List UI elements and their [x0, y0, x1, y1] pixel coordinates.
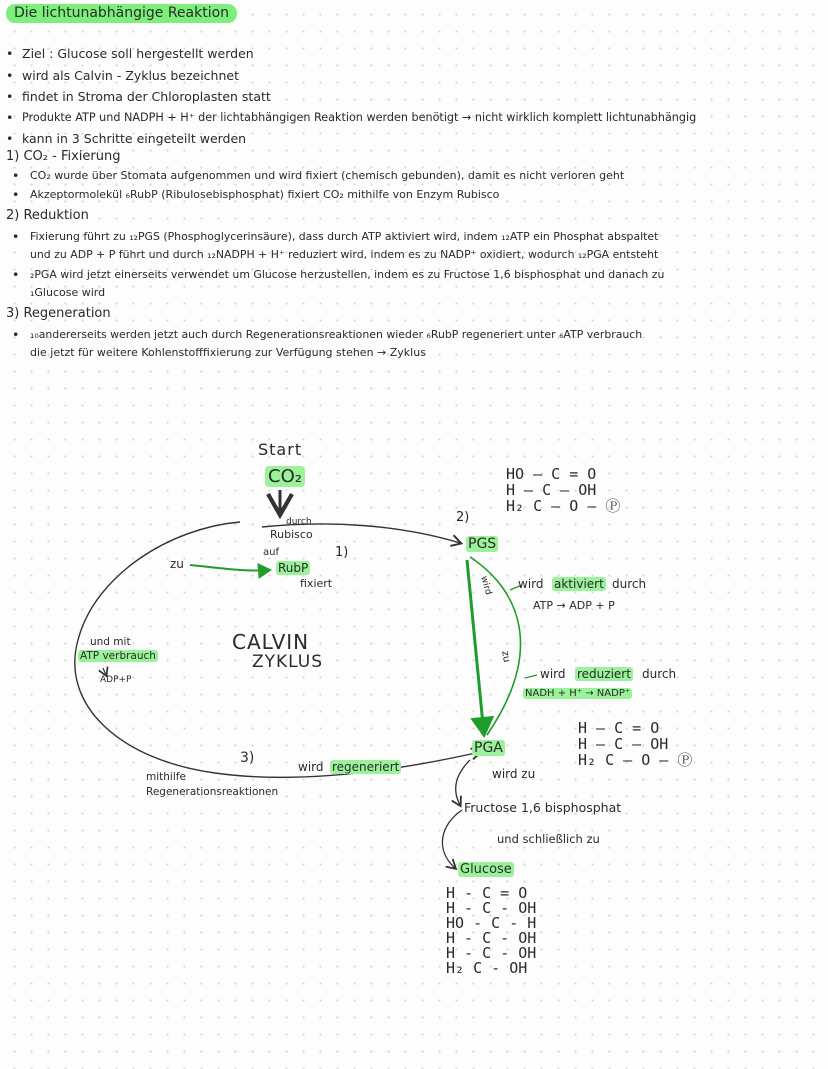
bullet-calvin: wird als Calvin - Zyklus bezeichnet [22, 68, 239, 83]
und-mit-label: und mit [90, 636, 131, 648]
adp-p-label: ADP+P [100, 675, 132, 685]
pga-fructose-arrow [456, 760, 470, 805]
glucose-structure-line: H - C - OH [446, 929, 537, 947]
step1-line-1: CO₂ wurde über Stomata aufgenommen und wird fixiert (chemisch gebunden), damit es nicht verloren geht [30, 169, 625, 182]
regeneriert-wird: wird [298, 760, 324, 774]
glucose-structure-line: H - C - OH [446, 899, 537, 917]
step3-heading: 3) Regeneration [6, 306, 111, 321]
und-schliesslich-label: und schließlich zu [497, 832, 600, 846]
nadph-label: NADH + H⁺ → NADP⁺ [525, 688, 631, 699]
glucose-structure-line: H₂ C - OH [446, 959, 528, 977]
bullet-dot: • [6, 89, 14, 104]
regeneriert-label: regeneriert [332, 760, 400, 774]
vertical-wird-label: wird [478, 575, 493, 597]
bullet-dot: • [12, 267, 20, 282]
glucose-structure-line: HO - C - H [446, 914, 537, 932]
rubp-arrow [190, 565, 270, 571]
glucose-structure-line: H - C - OH [446, 944, 537, 962]
glucose-label: Glucose [460, 862, 512, 877]
auf-label: auf [263, 547, 279, 558]
pgs-structure-line: H — C — OH [506, 481, 597, 499]
bullet-dot: • [12, 229, 20, 244]
pgs-structure-line: HO — C = O [506, 465, 597, 483]
step3-line-2: die jetzt für weitere Kohlenstofffixierung zur Verfügung stehen → Zyklus [30, 346, 426, 359]
step3-number: 3) [240, 750, 255, 766]
aktiviert-durch: durch [612, 577, 647, 591]
reduziert-label: reduziert [577, 667, 631, 681]
step2-number: 2) [456, 510, 470, 525]
reduziert-wird: wird [540, 667, 566, 681]
reduziert-pointer [525, 675, 537, 678]
pga-structure-line: H — C — OH [578, 735, 669, 753]
pga-label: PGA [474, 740, 503, 756]
step3-line-1: ₁₀andererseits werden jetzt auch durch Regenerationsreaktionen wieder ₆RubP regeneriert unter ₆ATP verbrauch [30, 328, 643, 341]
step2-line-2: und zu ADP + P führt und durch ₁₂NADPH + H⁺ reduziert wird, indem es zu NADP⁺ oxidiert, wodurch ₁₂PGA entsteht [30, 248, 659, 261]
pgs-pga-curve [470, 557, 520, 735]
vertical-zu-label: zu [499, 650, 513, 664]
bullet-products: Produkte ATP und NADPH + H⁺ der lichtabhängigen Reaktion werden benötigt → nicht wirklich komplett lichtunabhängig [22, 111, 697, 124]
aktiviert-label: aktiviert [554, 577, 604, 591]
step1-number: 1) [335, 545, 349, 560]
zyklus-label: ZYKLUS [252, 652, 324, 672]
calvin-label: CALVIN [232, 630, 310, 654]
pgs-label: PGS [468, 536, 497, 552]
step2-line-1: Fixierung führt zu ₁₂PGS (Phosphoglycerinsäure), dass durch ATP aktiviert wird, indem ₁₂ATP ein Phosphat abspaltet [30, 230, 659, 243]
mithilfe-label: mithilfe [146, 771, 186, 783]
step2-line-4: ₁Glucose wird [30, 286, 106, 299]
bullet-dot: • [12, 168, 20, 183]
wird-zu-label: wird zu [492, 767, 536, 781]
glucose-structure [446, 886, 536, 976]
regenerationsreaktionen-label: Regenerationsreaktionen [146, 786, 279, 798]
atp-adp-label: ATP → ADP + P [533, 599, 615, 612]
pgs-structure-line: H₂ C — O — Ⓟ [506, 497, 621, 515]
pgs-structure [506, 466, 620, 514]
pga-structure-line: H — C = O [578, 719, 660, 737]
bullet-dot: • [6, 68, 14, 83]
fructose-label: Fructose 1,6 bisphosphat [464, 800, 622, 815]
bullet-dot: • [12, 327, 20, 342]
step1-heading: 1) CO₂ - Fixierung [6, 149, 121, 164]
fructose-glucose-arrow [442, 810, 462, 868]
step2-line-3: ₂PGA wird jetzt einerseits verwendet um Glucose herzustellen, indem es zu Fructose 1,6 bisphosphat und danach zu [30, 268, 665, 281]
step1-line-2: Akzeptormolekül ₆RubP (Ribulosebisphosphat) fixiert CO₂ mithilfe von Enzym Rubisco [30, 188, 500, 201]
bullet-dot: • [6, 131, 14, 146]
bullet-steps: kann in 3 Schritte eingeteilt werden [22, 131, 247, 146]
page-title: Die lichtunabhängige Reaktion [6, 4, 237, 23]
bullet-stroma: findet in Stroma der Chloroplasten statt [22, 89, 271, 104]
glucose-structure-line: H - C = O [446, 884, 528, 902]
co2-label: CO₂ [265, 466, 305, 487]
adp-arrow [103, 668, 106, 675]
bullet-dot: • [6, 110, 14, 125]
durch-label: durch [286, 517, 312, 527]
step2-heading: 2) Reduktion [6, 208, 89, 223]
rubisco-label: Rubisco [270, 528, 313, 541]
reduziert-durch: durch [642, 667, 677, 681]
bullet-dot: • [6, 46, 14, 61]
pga-structure-line: H₂ C — O — Ⓟ [578, 751, 693, 769]
atp-verbrauch-label: ATP verbrauch [80, 650, 156, 662]
start-label: Start [258, 440, 303, 459]
zu-label: zu [170, 557, 184, 571]
aktiviert-wird: wird [518, 577, 544, 591]
bullet-dot: • [12, 187, 20, 202]
fixiert-label: fixiert [300, 577, 333, 590]
bullet-goal: Ziel : Glucose soll hergestellt werden [22, 46, 254, 61]
rubp-label: RubP [278, 561, 309, 575]
pga-structure [578, 720, 692, 768]
